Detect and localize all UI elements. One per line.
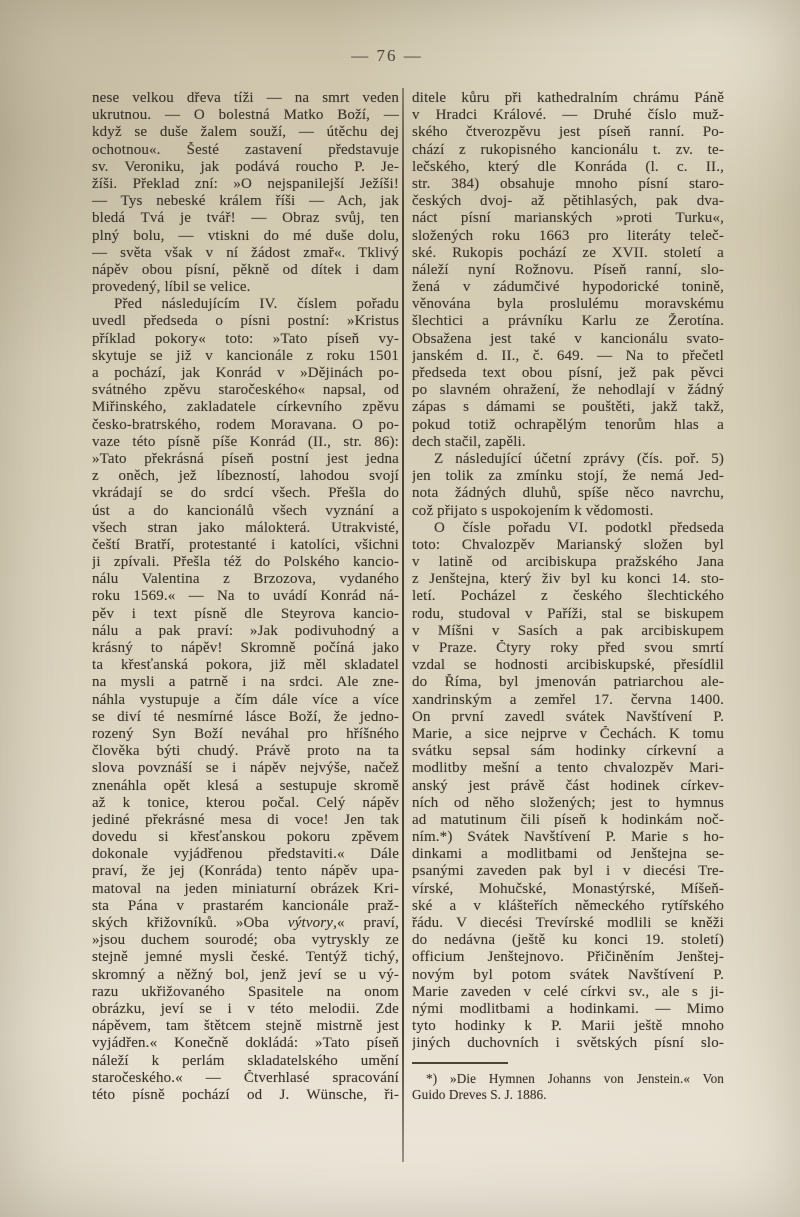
text-line: řádu. V diecési Trevírské modlili se kněži — [412, 915, 724, 931]
text-line: xandrinským a zemřel 17. června 1400. — [412, 691, 724, 708]
text-line: skytuje se již v kancionále z roku 1501 — [92, 347, 399, 364]
text-line: česko-bratrského, rodem Moravana. O po- — [92, 416, 399, 433]
page-number: — 76 — — [351, 46, 423, 65]
text-line: nese velkou dřeva tíži — na smrt veden — [92, 90, 399, 106]
text-line: provedený, líbil se velice. — [92, 279, 251, 296]
text-line: což přijato s uspokojením k vědomosti. — [412, 502, 654, 519]
text-line: letí. Pocházel z českého šlechtického — [412, 588, 724, 605]
text-line: v Míšni v Sasích a pak arcibiskupem — [412, 622, 724, 639]
text-line: dokonale vyjádřenou představiti.« Dále — [92, 846, 399, 863]
text-line: matoval na jeden miniaturní obrázek Kri- — [92, 880, 399, 897]
text-line: lečského, který dle Konráda (l. c. II., — [412, 158, 724, 175]
text-line: člověka býti chudý. Právě proto na ta — [92, 743, 399, 760]
text-line: janském d. II., č. 649. — Na to přečetl — [412, 347, 724, 364]
text-line: »jsou duchem sourodé; oba vytryskly ze — [92, 932, 399, 949]
right-column-main — [412, 90, 724, 1053]
text-line: rodu, studoval v Paříži, stal se biskupem — [412, 605, 724, 622]
text-line: v latině od arcibiskupa pražského Jana — [412, 554, 724, 571]
text-line: v Praze. Čtyry roky před svou smrtí — [412, 640, 724, 656]
text-line: — Tys nebeské králem říši — Ach, jak — [92, 193, 399, 210]
text-line: věnována byla proslulému moravskému — [412, 296, 724, 313]
text-line: Obsažena jest také v kancionálu svato- — [412, 330, 724, 347]
text-line: se diví té nesmírné lásce Boží, že jedno- — [92, 708, 399, 725]
text-line: nálu a pak praví: »Jak podivuhodný a — [92, 622, 399, 639]
text-line: jediné překrásné mesa di voce! Jen tak — [92, 811, 399, 828]
text-line: ských křižovníků. »Oba výtvory,« praví, — [92, 915, 399, 931]
text-line: a pochází, jak Konrád v »Dějinách po- — [92, 365, 399, 381]
text-line: nálu Valentina z Brzozova, vydaného — [92, 571, 399, 588]
text-line: vkrádají se do srdcí všech. Přešla do — [92, 485, 399, 502]
text-line: Z následující účetní zprávy (čís. poř. 5) — [434, 450, 724, 467]
text-line: ské. Rukopis pochází ze XVII. století a — [412, 244, 724, 261]
text-line: razu ukřižovaného Spasitele na onom — [92, 983, 399, 1000]
text-line: na mysli a patrně i na srdci. Ale zne- — [92, 674, 399, 691]
text-line: Marie, a sice nejprve v Čechách. K tomu — [412, 725, 724, 742]
column-divider-rule — [402, 88, 404, 1162]
text-line: ad matutinum čili píseň k hodinkám noč- — [412, 811, 724, 828]
text-line: složených roku 1663 pro literáty teleč- — [412, 227, 724, 244]
text-line: O čísle pořadu VI. podotkl předseda — [434, 519, 724, 536]
text-line: do nedávna (ještě ku konci 19. století) — [412, 932, 724, 949]
text-line: *) »Die Hymnen Johanns von Jenstein.« Von — [426, 1070, 724, 1086]
text-line: rozený Syn Boží neváhal pro hříšného — [92, 725, 399, 742]
text-line: toto: Chvalozpěv Marianský složen byl — [412, 536, 724, 553]
text-line: pěv i text písně dle Steyrova kancio- — [92, 605, 399, 622]
text-line: českých dvoj- až pětihlasých, pak dva- — [412, 193, 724, 210]
text-line: roku 1569.« — Na to uvádí Konrád ná- — [92, 588, 399, 605]
text-line: ské a v klášteřích německého rytířského — [412, 897, 724, 914]
text-line: vaze této písně píše Konrád (II., str. 86): — [92, 433, 399, 450]
text-line: šlechtici a právníku Karlu ze Žerotína. — [412, 313, 724, 330]
text-line: Guido Dreves S. J. 1886. — [412, 1087, 547, 1103]
text-line: do Říma, byl jmenován patriarchou ale- — [412, 674, 724, 691]
text-line: nota žádných dluhů, spíše něco navrchu, — [412, 485, 724, 502]
text-line: náct písní marianských »proti Turku«, — [412, 210, 724, 227]
text-line: když se duše žalem souží, — útěchu dej — [92, 124, 399, 141]
text-line: předseda text obou písní, jež pak pěvci — [412, 365, 724, 381]
text-line: psanými zaveden pak byl i v diecési Tre- — [412, 863, 724, 880]
text-line: této písně pochází od J. Wünsche, ři- — [92, 1086, 399, 1103]
text-line: slova povznáší se i nápěv nejvýše, načež — [92, 760, 399, 777]
text-line: krásný to nápěv! Skromně počíná jako — [92, 640, 399, 656]
text-line: žíši. Překlad zní: »O nejspanilejší Ježíši! — [92, 175, 399, 192]
text-line: dinkami a modlitbami od Jenštejna se- — [412, 846, 724, 863]
text-line: uvedl předseda o písni postní: »Kristus — [92, 313, 399, 330]
text-line: svátného zpěvu staročeského« napsal, od — [92, 382, 399, 399]
text-line: officium Jenštejnovo. Přičiněním Jenštej- — [412, 949, 724, 966]
text-line: vírské, Mohučské, Monastýrské, Míšeň- — [412, 880, 724, 897]
text-line: z Jenštejna, který živ byl ku konci 14. sto- — [412, 571, 724, 588]
text-line: všech stran jako málokterá. Utrakvisté, — [92, 519, 399, 536]
text-line: ukrutnou. — O bolestná Matko Boží, — — [92, 107, 399, 124]
text-line: náleží nyní Rožnovu. Píseň ranní, slo- — [412, 261, 724, 278]
text-line: jiných duchovních i světských písní slo- — [412, 1035, 724, 1052]
text-line: ním.*) Svátek Navštívení P. Marie s ho- — [412, 829, 724, 846]
footnote-separator-rule — [412, 1062, 508, 1064]
text-line: ních od něho složených; jest to hymnus — [412, 794, 724, 811]
text-line: Miřinského, zakladatele církevního zpěvu — [92, 399, 399, 416]
text-line: v Hradci Králové. — Druhé číslo muž- — [412, 107, 724, 124]
text-line: On první zavedl svátek Navštívení P. — [412, 708, 724, 725]
left-text-column — [92, 90, 399, 1104]
text-line: úst a do kancionálů všech vyznání a — [92, 502, 399, 519]
text-line: vzdal se hodnosti arcibiskupské, přesídlil — [412, 657, 724, 674]
text-line: obrázku, jeví se i v této melodii. Zde — [92, 1000, 399, 1017]
text-line: novým byl potom svátek Navštívení P. — [412, 966, 724, 983]
text-line: příklad pokory« toto: »Tato píseň vy- — [92, 330, 399, 347]
text-line: ditele kůru při kathedralním chrámu Páně — [412, 90, 724, 106]
text-line: znenáhla opět klesá a sestupuje skromě — [92, 777, 399, 794]
text-line: staročeského.« — Čtverhlasé spracování — [92, 1069, 399, 1086]
text-line: z oněch, jež líbezností, lahodou svojí — [92, 468, 399, 485]
text-line: dech stačil, zapěli. — [412, 433, 526, 450]
text-line: skromný a něžný bol, jenž jeví se u vý- — [92, 966, 399, 983]
text-line: nápěvem, tam štětcem stejně mistrně jest — [92, 1018, 399, 1035]
text-line: str. 384) obsahuje mnoho písní staro- — [412, 175, 724, 192]
text-line: svátku sepsal sám hodinky církevní a — [412, 743, 724, 760]
text-line: praví, že jej (Konráda) tento nápěv upa- — [92, 863, 399, 880]
text-line: ského čtverozpěvu jest píseň ranní. Po- — [412, 124, 724, 141]
text-line: ta křesťanská pokora, již měl skladatel — [92, 657, 399, 674]
text-line: »Tato překrásná píseň postní jest jedna — [92, 450, 399, 467]
text-line: žená v zádumčivé hypodorické tonině, — [412, 279, 724, 296]
text-line: sta Pána v prastarém kancionále praž- — [92, 897, 399, 914]
text-line: po slavném ohražení, že nehodlají v žádný — [412, 382, 724, 399]
text-line: stejně jemné mysli české. Tentýž tichý, — [92, 949, 399, 966]
text-line: vyjádřen.« Konečně dokládá: »Tato píseň — [92, 1035, 399, 1052]
text-line: zápas s dámami se pouštěti, jakž takž, — [412, 399, 724, 416]
text-line: dovedu si křesťanskou pokoru zpěvem — [92, 829, 399, 846]
text-line: ji zpívali. Přešla též do Polského kancio- — [92, 554, 399, 571]
text-line: nápěv obou písní, pěkně od dítek i dam — [92, 261, 399, 278]
text-line: plný bolu, — vtiskni do mé duše dolu, — [92, 227, 399, 244]
text-line: Před následujícím IV. číslem pořadu — [114, 296, 399, 313]
text-line: náleží k perlám skladatelského umění — [92, 1052, 399, 1069]
text-line: až k tonice, kterou počal. Celý nápěv — [92, 794, 399, 811]
text-line: anský jest právě část hodinek církev- — [412, 777, 724, 794]
text-line: náhla vystupuje a čím dále více a více — [92, 691, 399, 708]
text-line: pokud totiž ochrapělým tenorům hlas a — [412, 416, 724, 433]
text-line: chází z rukopisného kancionálu t. zv. te- — [412, 141, 724, 158]
text-line: Marie zaveden v celé církvi sv., ale s ji- — [412, 983, 724, 1000]
text-line: nými modlitbami a hodinkami. — Mimo — [412, 1000, 724, 1017]
text-line: bledá Tvá je tvář! — Obraz svůj, ten — [92, 210, 399, 227]
text-line: sv. Veroniku, jak podává roucho P. Je- — [92, 158, 399, 175]
text-line: modlitby mešní a tento chvalozpěv Mari- — [412, 760, 724, 777]
footnote — [412, 1071, 724, 1104]
text-line: čeští Bratří, protestanté i katolíci, všichni — [92, 536, 399, 553]
right-text-column — [412, 90, 724, 1104]
text-line: — světa však v ní žádost zmař«. Tklivý — [92, 244, 399, 261]
text-line: jen tolik za zmínku stojí, že nemá Jed- — [412, 468, 724, 485]
text-line: ochotnou«. Šesté zastavení představuje — [92, 141, 399, 158]
text-line: tyto hodinky k P. Marii ještě mnoho — [412, 1018, 724, 1035]
